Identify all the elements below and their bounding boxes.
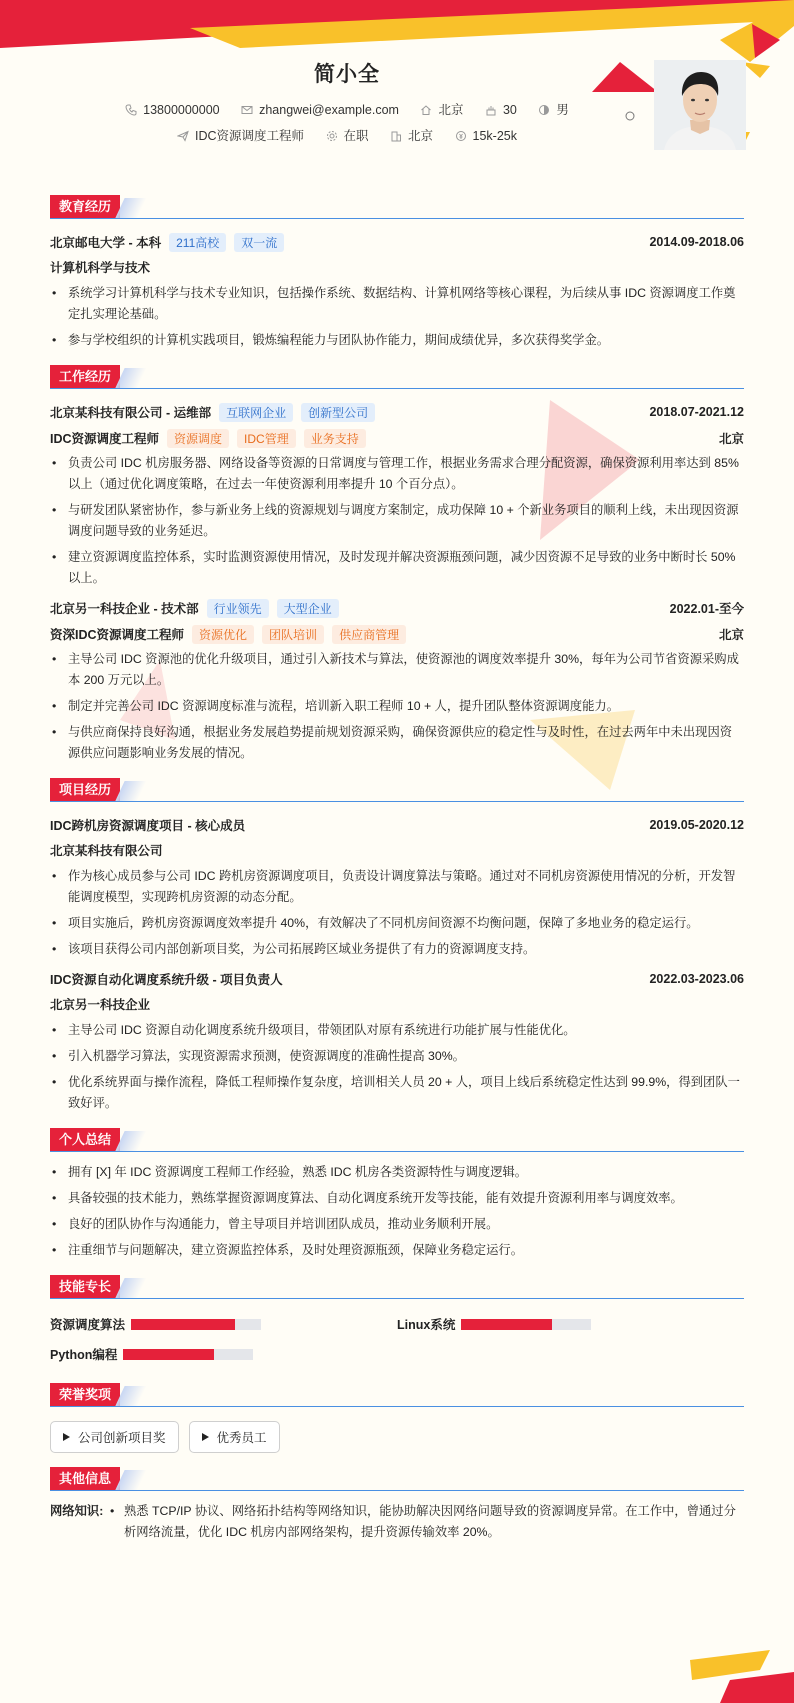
- role-tag: 资源优化: [192, 625, 254, 644]
- role-tag: 资源调度: [167, 429, 229, 448]
- phone-item: [125, 103, 219, 117]
- summary-header: [50, 1128, 744, 1152]
- section-tail-decoration: [115, 1386, 146, 1406]
- section-tail-decoration: [115, 1131, 146, 1151]
- company-tag: 创新型公司: [301, 403, 375, 422]
- phone-text: 13800000000: [143, 103, 220, 117]
- work-entry-header: [50, 595, 744, 621]
- project-name: IDC资源自动化调度系统升级 - 项目负责人: [50, 973, 283, 987]
- job-intent-row: [50, 126, 644, 144]
- other-info-value: • 熟悉 TCP/IP 协议、网络拓扑结构等网络知识，能协助解决因网络问题导致的资源调度异常。在工作中，曾通过分析网络流量，优化 IDC 机房内部网络架构，提升资源传输效率 20%。: [110, 1501, 744, 1543]
- other-info-key: 网络知识:: [50, 1504, 104, 1518]
- gender-text: 男: [556, 103, 569, 117]
- resume-page: [50, 0, 744, 1543]
- cake-icon: [485, 104, 497, 116]
- skill-item: [397, 1309, 744, 1339]
- resume-header: [50, 0, 744, 185]
- work-section: [50, 365, 744, 764]
- list-item: • 注重细节与问题解决，建立资源监控体系，及时处理资源瓶颈，保障业务稳定运行。: [50, 1240, 744, 1261]
- project-period: 2019.05-2020.12: [649, 818, 744, 832]
- list-item: • 引入机器学习算法，实现资源需求预测，使资源调度的准确性提高 30%。: [50, 1046, 744, 1067]
- projects-header: [50, 778, 744, 802]
- skill-item: [50, 1309, 397, 1339]
- award-label: 公司创新项目奖: [78, 1431, 166, 1445]
- contact-row: [50, 100, 644, 118]
- work-location: 北京: [718, 628, 744, 642]
- section-tail-decoration: [115, 1470, 146, 1490]
- project-bullets: [50, 866, 744, 960]
- skill-bar-fill: [131, 1319, 235, 1330]
- school-name: 北京邮电大学 - 本科: [50, 236, 162, 250]
- city-item: [420, 100, 463, 118]
- list-item: • 与供应商保持良好沟通，根据业务发展趋势提前规划资源采购，确保资源供应的稳定性与及时性，在过去两年中未出现因资源供应问题影响业务发展的情况。: [50, 722, 744, 764]
- age-text: 30: [502, 103, 517, 117]
- project-name: IDC跨机房资源调度项目 - 核心成员: [50, 819, 246, 833]
- mail-icon: [241, 104, 253, 116]
- work-role-row: [50, 621, 744, 647]
- awards-section: [50, 1383, 744, 1453]
- salary-item: [455, 129, 517, 143]
- skill-bar-fill: [461, 1319, 552, 1330]
- projects-section: [50, 778, 744, 1114]
- role-tag: 团队培训: [262, 625, 324, 644]
- list-item: • 具备较强的技术能力，熟练掌握资源调度算法、自动化调度系统开发等技能，能有效提升资源利用率与调度效率。: [50, 1188, 744, 1209]
- section-tail-decoration: [115, 1278, 146, 1298]
- role-tag: 供应商管理: [332, 625, 406, 644]
- gender-icon: [538, 104, 550, 116]
- section-tail-decoration: [115, 781, 146, 801]
- gender-item: [538, 100, 569, 118]
- paper-plane-icon: [177, 130, 189, 142]
- list-item: • 良好的团队协作与沟通能力，曾主导项目并培训团队成员，推动业务顺利开展。: [50, 1214, 744, 1235]
- email-text: zhangwei@example.com: [259, 103, 399, 117]
- profile-photo: [654, 60, 746, 150]
- work-bullets: [50, 453, 744, 589]
- play-icon: [63, 1433, 70, 1441]
- list-item: • 主导公司 IDC 资源自动化调度系统升级项目，带领团队对原有系统进行功能扩展与性能优化。: [50, 1020, 744, 1041]
- building-icon: [390, 130, 402, 142]
- play-icon: [202, 1433, 209, 1441]
- awards-header: [50, 1383, 744, 1407]
- section-tail-decoration: [115, 368, 146, 388]
- project-entry-header: [50, 812, 744, 838]
- school-tag: 211高校: [169, 233, 226, 252]
- section-title-skills: 技能专长: [50, 1275, 120, 1298]
- list-item: • 建立资源调度监控体系，实时监测资源使用情况，及时发现并解决资源瓶颈问题，减少因资源不足导致的业务中断时长 50%以上。: [50, 547, 744, 589]
- company-tag: 互联网企业: [219, 403, 293, 422]
- email-item: [241, 103, 399, 117]
- skills-list: [50, 1309, 744, 1369]
- section-title-education: 教育经历: [50, 195, 120, 218]
- skill-bar: [131, 1319, 261, 1330]
- award-chip: [189, 1421, 280, 1453]
- role-name: IDC资源调度工程师: [50, 432, 160, 446]
- education-period: 2014.09-2018.06: [649, 235, 744, 249]
- skill-name: Python编程: [50, 1348, 118, 1362]
- company-tag: 大型企业: [277, 599, 339, 618]
- work-location: 北京: [718, 432, 744, 446]
- list-item: • 主导公司 IDC 资源池的优化升级项目，通过引入新技术与算法，使资源池的调度效率提升 30%，每年为公司节省资源采购成本 200 万元以上。: [50, 649, 744, 691]
- section-title-other: 其他信息: [50, 1467, 120, 1490]
- work-period: 2022.01-至今: [669, 602, 744, 616]
- list-item: • 与研发团队紧密协作，参与新业务上线的资源规划与调度方案制定，成功保障 10 + 个新业务项目的顺利上线，未出现因资源调度问题导致的业务延迟。: [50, 500, 744, 542]
- avatar-image: [654, 60, 746, 150]
- section-title-summary: 个人总结: [50, 1128, 120, 1151]
- major-name: 计算机科学与技术: [50, 261, 151, 275]
- list-item: • 该项目获得公司内部创新项目奖，为公司拓展跨区域业务提供了有力的资源调度支持。: [50, 939, 744, 960]
- target-city-item: [390, 126, 433, 144]
- coin-icon: [455, 130, 467, 142]
- status-item: [326, 126, 369, 144]
- work-header: [50, 365, 744, 389]
- education-section: [50, 195, 744, 351]
- list-item: • 项目实施后，跨机房资源调度效率提升 40%，有效解决了不同机房间资源不均衡问题，保障了多地业务的稳定运行。: [50, 913, 744, 934]
- list-item: • 作为核心成员参与公司 IDC 跨机房资源调度项目，负责设计调度算法与策略。通过对不同机房资源使用情况的分析，开发智能调度模型，实现跨机房资源的动态分配。: [50, 866, 744, 908]
- work-entry-header: [50, 399, 744, 425]
- section-title-awards: 荣誉奖项: [50, 1383, 120, 1406]
- other-section: [50, 1467, 744, 1543]
- home-icon: [420, 104, 432, 116]
- section-tail-decoration: [115, 198, 146, 218]
- education-entry-header: [50, 229, 744, 255]
- role-name: 资深IDC资源调度工程师: [50, 628, 185, 642]
- role-tag: 业务支持: [304, 429, 366, 448]
- awards-list: [50, 1417, 744, 1453]
- other-header: [50, 1467, 744, 1491]
- list-item: • 优化系统界面与操作流程，降低工程师操作复杂度，培训相关人员 20 + 人，项目上线后系统稳定性达到 99.9%，得到团队一致好评。: [50, 1072, 744, 1114]
- city-text: 北京: [438, 103, 464, 117]
- skill-name: Linux系统: [397, 1318, 456, 1332]
- candidate-name: 简小全: [314, 63, 380, 86]
- skill-bar: [461, 1319, 591, 1330]
- skill-bar: [123, 1349, 253, 1360]
- skills-section: [50, 1275, 744, 1369]
- gear-icon: [326, 130, 338, 142]
- education-bullets: [50, 283, 744, 351]
- other-info-row: [50, 1501, 744, 1543]
- award-label: 优秀员工: [216, 1431, 267, 1445]
- project-bullets: [50, 1020, 744, 1114]
- target-city-text: 北京: [408, 129, 434, 143]
- job-title-text: IDC资源调度工程师: [195, 129, 305, 143]
- summary-section: [50, 1128, 744, 1261]
- skill-item: [50, 1339, 397, 1369]
- skill-name: 资源调度算法: [50, 1318, 126, 1332]
- role-tag: IDC管理: [237, 429, 296, 448]
- list-item: • 系统学习计算机科学与技术专业知识，包括操作系统、数据结构、计算机网络等核心课程，为后续从事 IDC 资源调度工作奠定扎实理论基础。: [50, 283, 744, 325]
- work-period: 2018.07-2021.12: [649, 405, 744, 419]
- project-company: 北京某科技有限公司: [50, 844, 163, 858]
- age-item: [485, 103, 517, 117]
- status-text: 在职: [343, 129, 369, 143]
- company-name: 北京某科技有限公司 - 运维部: [50, 406, 212, 420]
- summary-bullets: [50, 1162, 744, 1261]
- section-title-projects: 项目经历: [50, 778, 120, 801]
- education-header: [50, 195, 744, 219]
- salary-text: 15k-25k: [472, 129, 517, 143]
- list-item: • 制定并完善公司 IDC 资源调度标准与流程，培训新入职工程师 10 + 人，提升团队整体资源调度能力。: [50, 696, 744, 717]
- work-bullets: [50, 649, 744, 764]
- list-item: • 参与学校组织的计算机实践项目，锻炼编程能力与团队协作能力，期间成绩优异，多次获得奖学金。: [50, 330, 744, 351]
- skill-bar-fill: [123, 1349, 214, 1360]
- school-tag: 双一流: [234, 233, 284, 252]
- company-name: 北京另一科技企业 - 技术部: [50, 602, 199, 616]
- project-entry-header: [50, 966, 744, 992]
- work-role-row: [50, 425, 744, 451]
- list-item: • 负责公司 IDC 机房服务器、网络设备等资源的日常调度与管理工作，根据业务需求合理分配资源，确保资源利用率达到 85%以上（通过优化调度策略，在过去一年使资源利用率提升 10 个百分点）。: [50, 453, 744, 495]
- job-title-item: [177, 126, 304, 144]
- phone-icon: [125, 104, 137, 116]
- project-company: 北京另一科技企业: [50, 998, 151, 1012]
- section-title-work: 工作经历: [50, 365, 120, 388]
- skills-header: [50, 1275, 744, 1299]
- award-chip: [50, 1421, 179, 1453]
- company-tag: 行业领先: [207, 599, 269, 618]
- list-item: • 拥有 [X] 年 IDC 资源调度工程师工作经验，熟悉 IDC 机房各类资源特性与调度逻辑。: [50, 1162, 744, 1183]
- project-period: 2022.03-2023.06: [649, 972, 744, 986]
